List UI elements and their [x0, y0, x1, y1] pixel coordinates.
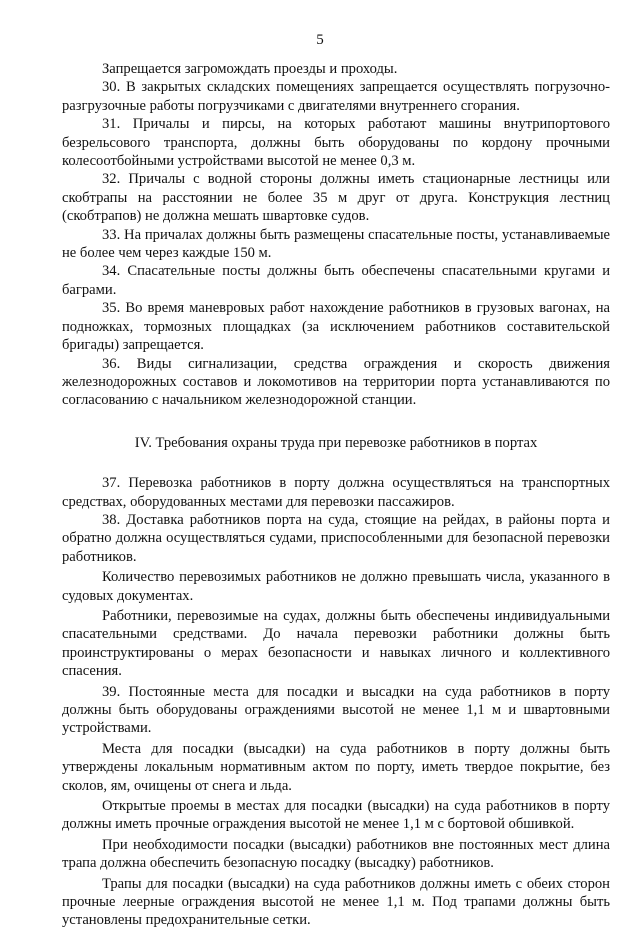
- paragraph: Запрещается загромождать проезды и проходы.: [102, 61, 398, 77]
- paragraph-39: 39. Постоянные места для посадки и высадки на суда работников в порту должны быть оборудованы ограждениями высотой не менее 1,1 м и швартовными устройствами.: [62, 683, 610, 737]
- paragraph-36: 36. Виды сигнализации, средства ограждения и скорость движения железнодорожных составов и локомотивов на территории порта устанавливаются по согласованию с начальником железнодорожной станции.: [62, 355, 610, 409]
- paragraph-38: 38. Доставка работников порта на суда, стоящие на рейдах, в районы порта и обратно должна осуществляться судами, приспособленными для безопасной перевозки работников.: [62, 511, 610, 565]
- document-body: [62, 60, 610, 930]
- section-heading: IV. Требования охраны труда при перевозке работников в портах: [134, 434, 538, 451]
- paragraph-32: 32. Причалы с водной стороны должны иметь стационарные лестницы или скобтрапы на расстоянии не более 35 м друг от друга. Конструкция лестниц (скобтрапов) не должна мешать швартовке судов.: [62, 171, 610, 225]
- paragraph-31: 31. Причалы и пирсы, на которых работают машины внутрипортового безрельсового транспорта, должны быть оборудованы по кордону прочными колесоотбойными устройствами высотой не менее 0,3 м.: [62, 116, 610, 170]
- paragraph-37: 37. Перевозка работников в порту должна осуществляться на транспортных средствах, оборудованных местами для перевозки пассажиров.: [62, 475, 610, 510]
- paragraph: Места для посадки (высадки) на суда работников в порту должны быть утверждены локальным нормативным актом по порту, иметь твердое покрытие, без сколов, ям, очищены от снега и льда.: [62, 740, 610, 794]
- page-number: 5: [316, 32, 324, 48]
- paragraph: При необходимости посадки (высадки) работников вне постоянных мест длина трапа должна обеспечить безопасную посадку (высадку) работников.: [62, 836, 610, 872]
- paragraph: Открытые проемы в местах для посадки (высадки) на суда работников в порту должны иметь прочные ограждения высотой не менее 1,1 м с бортовой обшивкой.: [62, 798, 610, 833]
- paragraph: Количество перевозимых работников не должно превышать числа, указанного в судовых документах.: [62, 569, 610, 604]
- paragraph: Трапы для посадки (высадки) на суда работников должны иметь с обеих сторон прочные леерные ограждения высотой не менее 1,1 м. Под трапами должны быть установлены предохранительные сетки.: [62, 875, 610, 929]
- paragraph-35: 35. Во время маневровых работ нахождение работников в грузовых вагонах, на подножках, тормозных площадках (за исключением работников составительской бригады) запрещается.: [62, 300, 610, 354]
- paragraph: Работники, перевозимые на судах, должны быть обеспечены индивидуальными спасательными средствами. До начала перевозки работники должны быть проинструктированы о мерах безопасности и навыках личного и коллективного спасения.: [62, 607, 610, 680]
- paragraph-30: 30. В закрытых складских помещениях запрещается осуществлять погрузочно-разгрузочные работы погрузчиками с двигателями внутреннего сгорания.: [62, 79, 610, 114]
- paragraph-33: 33. На причалах должны быть размещены спасательные посты, устанавливаемые не более чем через каждые 150 м.: [62, 226, 610, 262]
- paragraph-34: 34. Спасательные посты должны быть обеспечены спасательными кругами и баграми.: [62, 263, 610, 298]
